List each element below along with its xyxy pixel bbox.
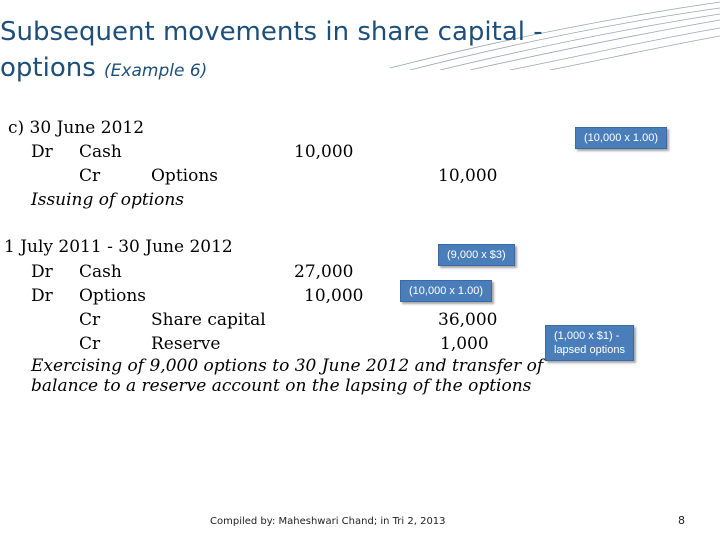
entry1-cr-label: Cr — [79, 166, 101, 186]
callout-lapsed-line2: lapsed options — [554, 344, 625, 356]
entry2-line1-account: Cash — [79, 262, 122, 282]
entry2-line3-amount: 36,000 — [438, 310, 498, 330]
entry2-line1-label: Dr — [31, 262, 53, 282]
title-line-2 — [0, 50, 620, 89]
entry2-line3-label: Cr — [79, 310, 101, 330]
entry2-line1-amount: 27,000 — [294, 262, 354, 282]
entry1-narration: Issuing of options — [31, 190, 185, 210]
entry1-cr-amount: 10,000 — [438, 166, 498, 186]
entry2-narration-line1: Exercising of 9,000 options to 30 June 2012 and transfer of — [31, 356, 544, 376]
entry1-dr-label: Dr — [31, 142, 53, 162]
entry1-dr-amount: 10,000 — [294, 142, 354, 162]
entry2-narration-line2: balance to a reserve account on the lapsing of the options — [31, 376, 532, 396]
entry1-heading: c) 30 June 2012 — [8, 118, 145, 138]
entry1-cr-account: Options — [151, 166, 218, 186]
title-options-word: options — [0, 53, 96, 83]
callout-cash-calc: (9,000 x $3) — [438, 244, 515, 266]
entry2-heading: 1 July 2011 - 30 June 2012 — [4, 237, 233, 257]
entry1-dr-account: Cash — [79, 142, 122, 162]
entry2-line3-account: Share capital — [151, 310, 266, 330]
footer-credit: Compiled by: Maheshwari Chand; in Tri 2, 2013 — [210, 516, 446, 527]
entry2-line2-amount: 10,000 — [304, 286, 364, 306]
callout-options-calc: (10,000 x 1.00) — [575, 127, 667, 149]
entry2-line4-account: Reserve — [151, 334, 221, 354]
entry2-line4-label: Cr — [79, 334, 101, 354]
slide-title — [0, 14, 620, 89]
entry2-line2-account: Options — [79, 286, 146, 306]
entry2-line4-amount: 1,000 — [440, 334, 489, 354]
callout-lapsed-line1: (1,000 x $1) - — [554, 330, 620, 342]
callout-lapsed-options — [545, 325, 634, 361]
page-number: 8 — [678, 514, 685, 527]
callout-options-transfer: (10,000 x 1.00) — [400, 280, 492, 302]
title-line-1: Subsequent movements in share capital - — [0, 17, 543, 47]
entry2-line2-label: Dr — [31, 286, 53, 306]
title-example-label: (Example 6) — [104, 61, 208, 81]
